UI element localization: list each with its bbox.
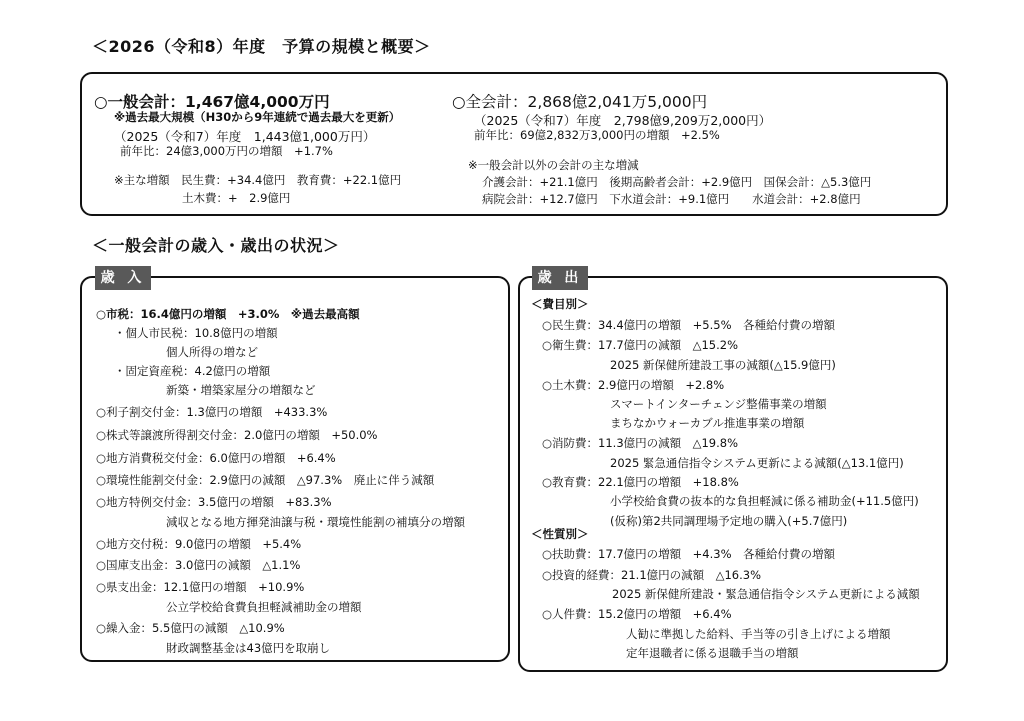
exp-line: 2025 新保健所建設・緊急通信指令システム更新による減額 (612, 587, 920, 601)
rev-line: ○地方交付税：9.0億円の増額 +5.4% (96, 537, 302, 551)
rev-line: ○地方消費税交付金：6.0億円の増額 +6.4% (96, 451, 336, 465)
exp-line: 2025 緊急通信指令システム更新による減額(△13.1億円) (610, 456, 904, 470)
general-account-note: ※過去最大規模（H30から9年連続で過去最大を更新） (114, 110, 401, 124)
exp-line: ○消防費：11.3億円の減額 △19.8% (542, 436, 739, 450)
overview-box (80, 72, 948, 216)
rev-line: ○利子割交付金：1.3億円の増額 +433.3% (96, 405, 328, 419)
exp-line: 人勧に準拠した給料、手当等の引き上げによる増額 (626, 627, 891, 641)
expenditure-tag: 歳 出 (532, 266, 588, 290)
exp-line: まちなかウォーカブル推進事業の増額 (610, 416, 805, 430)
general-account-prev: （2025（令和7）年度 1,443億1,000万円） (114, 129, 376, 144)
rev-line: ○県支出金：12.1億円の増額 +10.9% (96, 580, 305, 594)
rev-line: ・個人市民税：10.8億円の増額 (114, 326, 278, 340)
rev-line: ○市税：16.4億円の増額 +3.0% ※過去最高額 (96, 307, 360, 321)
general-account-total: ○一般会計：1,467億4,000万円 (94, 93, 330, 111)
all-account-total: ○全会計：2,868億2,041万5,000円 (452, 93, 708, 111)
section-title-general-account: ＜一般会計の歳入・歳出の状況＞ (92, 236, 340, 255)
exp-line: ＜費目別＞ (531, 297, 589, 311)
rev-line: ○株式等譲渡所得割交付金：2.0億円の増額 +50.0% (96, 428, 378, 442)
exp-line: ○衛生費：17.7億円の減額 △15.2% (542, 338, 739, 352)
other-accounts-line-2: 病院会計：+12.7億円 下水道会計：+9.1億円 水道会計：+2.8億円 (482, 192, 861, 206)
general-main-increase-1: ※主な増額 民生費：+34.4億円 教育費：+22.1億円 (114, 173, 402, 187)
exp-line: ○教育費：22.1億円の増額 +18.8% (542, 475, 739, 489)
exp-line: ○扶助費：17.7億円の増額 +4.3% 各種給付費の増額 (542, 547, 835, 561)
exp-line: (仮称)第2共同調理場予定地の購入(+5.7億円) (610, 514, 848, 528)
exp-line: 小学校給食費の抜本的な負担軽減に係る補助金(+11.5億円) (610, 494, 919, 508)
all-account-prev: （2025（令和7）年度 2,798億9,209万2,000円） (474, 113, 772, 128)
exp-line: ○土木費：2.9億円の増額 +2.8% (542, 378, 725, 392)
exp-line: ○人件費：15.2億円の増額 +6.4% (542, 607, 732, 621)
exp-line: ○投資的経費：21.1億円の減額 △16.3% (542, 568, 762, 582)
general-main-increase-2: 土木費：+ 2.9億円 (182, 191, 291, 205)
other-accounts-note: ※一般会計以外の会計の主な増減 (468, 158, 639, 172)
exp-line: ＜性質別＞ (531, 527, 589, 541)
rev-line: 公立学校給食費負担軽減補助金の増額 (166, 600, 362, 614)
general-account-diff: 前年比：24億3,000万円の増額 +1.7% (120, 144, 333, 158)
rev-line: 個人所得の増など (166, 345, 258, 359)
other-accounts-line-1: 介護会計：+21.1億円 後期高齢者会計：+2.9億円 国保会計：△5.3億円 (482, 175, 872, 189)
rev-line: ○国庫支出金：3.0億円の減額 △1.1% (96, 558, 301, 572)
exp-line: 2025 新保健所建設工事の減額(△15.9億円) (610, 358, 836, 372)
rev-line: 財政調整基金は43億円を取崩し (166, 641, 331, 655)
revenue-tag: 歳 入 (95, 266, 151, 290)
rev-line: ・固定資産税：4.2億円の増額 (114, 364, 271, 378)
rev-line: ○繰入金：5.5億円の減額 △10.9% (96, 621, 285, 635)
rev-line: ○環境性能割交付金：2.9億円の減額 △97.3% 廃止に伴う減額 (96, 473, 435, 487)
exp-line: スマートインターチェンジ整備事業の増額 (610, 397, 827, 411)
all-account-diff: 前年比：69億2,832万3,000円の増額 +2.5% (474, 128, 720, 142)
rev-line: 減収となる地方揮発油譲与税・環境性能割の補填分の増額 (166, 515, 465, 529)
exp-line: 定年退職者に係る退職手当の増額 (626, 646, 799, 660)
rev-line: ○地方特例交付金：3.5億円の増額 +83.3% (96, 495, 332, 509)
rev-line: 新築・増築家屋分の増額など (166, 383, 316, 397)
exp-line: ○民生費：34.4億円の増額 +5.5% 各種給付費の増額 (542, 318, 835, 332)
page-title: ＜2026（令和8）年度 予算の規模と概要＞ (92, 37, 431, 56)
